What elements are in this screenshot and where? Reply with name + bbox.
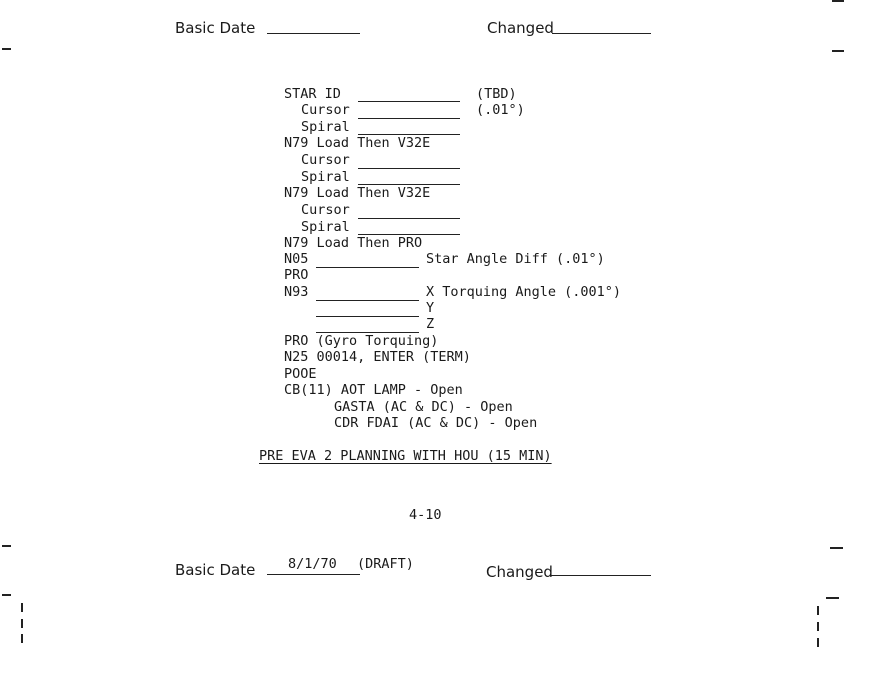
margin-mark-right-2 [830, 547, 843, 549]
line-tbd: (TBD) [476, 86, 517, 102]
margin-tick-left-2 [21, 619, 23, 628]
line-cursor-2: Cursor [301, 152, 350, 168]
line-cdr-fdai: CDR FDAI (AC & DC) - Open [334, 415, 538, 431]
blank-cursor-1 [358, 118, 460, 119]
line-n05-label: Star Angle Diff (.01°) [426, 251, 605, 267]
margin-tick-left-3 [21, 634, 23, 643]
margin-mark-left-3 [2, 594, 11, 596]
line-spiral-1: Spiral [301, 119, 350, 135]
line-cursor-1-units: (.01°) [476, 102, 525, 118]
line-y-label: Y [426, 300, 435, 316]
header-basic-date-label: Basic Date [175, 19, 256, 37]
margin-mark-right-0 [832, 0, 844, 2]
line-n93: N93 [284, 284, 309, 300]
blank-y [316, 316, 419, 317]
margin-mark-right-3 [826, 597, 839, 599]
margin-tick-right-2 [817, 622, 819, 631]
line-pro-1: PRO [284, 267, 309, 283]
page-number: 4-10 [409, 507, 442, 523]
margin-mark-left-2 [2, 545, 11, 547]
line-cursor-3: Cursor [301, 202, 350, 218]
header-changed-label: Changed [487, 19, 554, 37]
footer-draft: (DRAFT) [357, 556, 414, 572]
line-star-id: STAR ID [284, 86, 341, 102]
line-n25: N25 00014, ENTER (TERM) [284, 349, 471, 365]
line-n79-3: N79 Load Then PRO [284, 235, 423, 251]
footer-changed-label: Changed [486, 563, 553, 581]
footer-changed-line [550, 575, 651, 576]
footer-basic-date-value: 8/1/70 [288, 556, 337, 572]
footer-basic-date-line [267, 574, 360, 575]
line-cb11: CB(11) AOT LAMP - Open [284, 382, 463, 398]
line-spiral-3: Spiral [301, 219, 350, 235]
header-changed-line [552, 33, 651, 34]
header-basic-date-line [267, 33, 360, 34]
blank-n05 [316, 267, 419, 268]
blank-star-id [358, 101, 460, 102]
blank-cursor-2 [358, 168, 460, 169]
footer-basic-date-label: Basic Date [175, 561, 256, 579]
line-z-label: Z [426, 316, 435, 332]
line-pooe: POOE [284, 366, 317, 382]
margin-tick-right-3 [817, 638, 819, 647]
blank-x [316, 300, 419, 301]
line-n79-2: N79 Load Then V32E [284, 185, 431, 201]
line-x-label: X Torquing Angle (.001°) [426, 284, 622, 300]
margin-mark-right-1 [832, 50, 844, 52]
margin-mark-left-1 [2, 48, 11, 50]
margin-tick-right-1 [817, 606, 819, 615]
line-n05: N05 [284, 251, 309, 267]
line-cursor-1: Cursor [301, 102, 350, 118]
line-n79-1: N79 Load Then V32E [284, 135, 431, 151]
margin-tick-left-1 [21, 603, 23, 612]
section-title: PRE EVA 2 PLANNING WITH HOU (15 MIN) [259, 448, 552, 464]
line-gasta: GASTA (AC & DC) - Open [334, 399, 513, 415]
blank-cursor-3 [358, 218, 460, 219]
line-spiral-2: Spiral [301, 169, 350, 185]
line-pro-gyro: PRO (Gyro Torquing) [284, 333, 439, 349]
